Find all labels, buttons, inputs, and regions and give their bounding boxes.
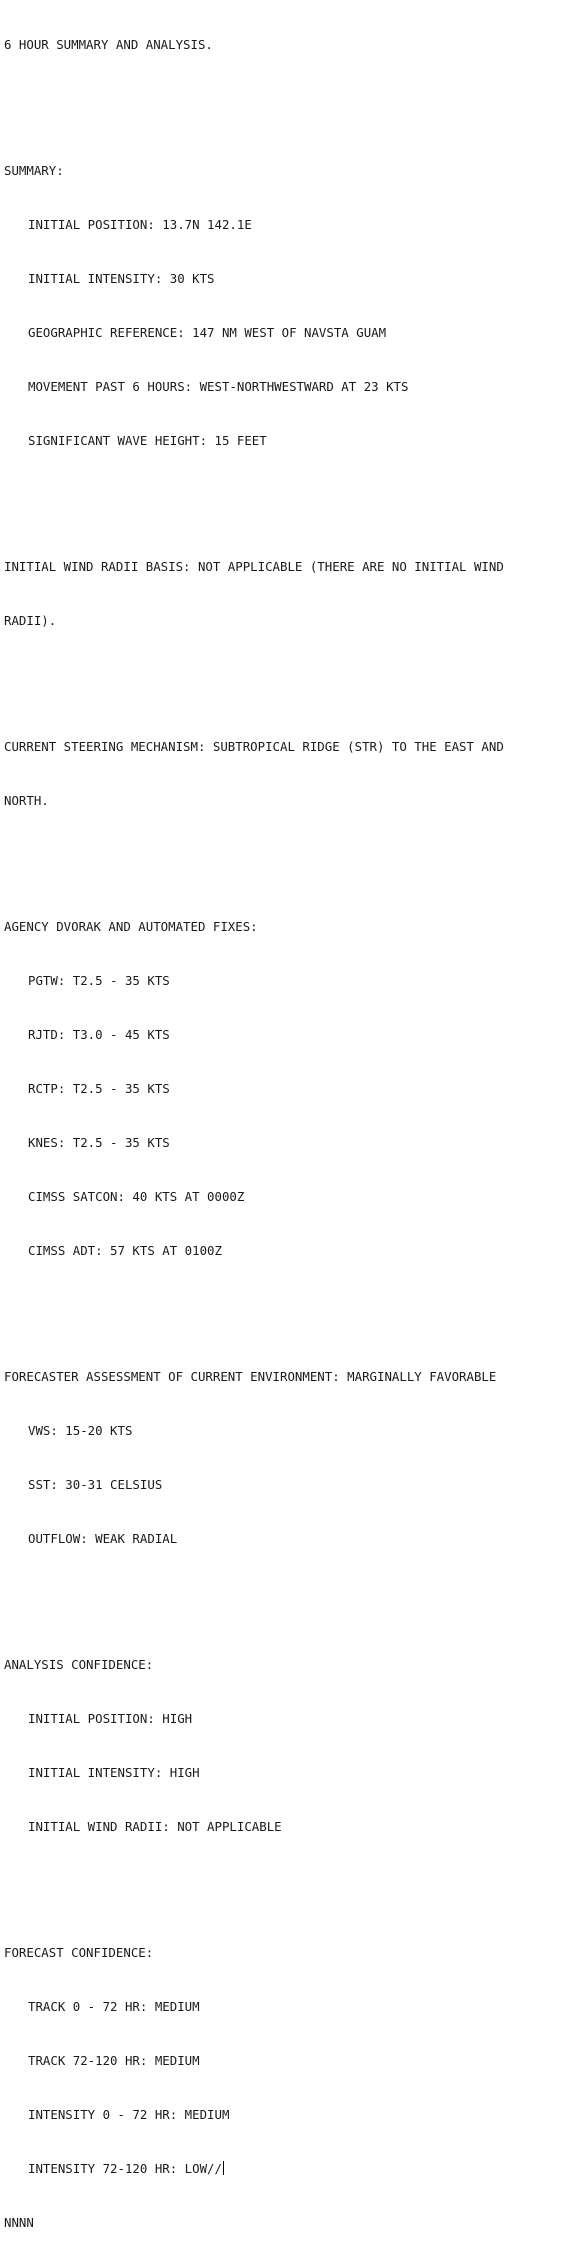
blank-line [4,846,576,864]
blank-line [4,90,576,108]
summary-geographic-reference: GEOGRAPHIC REFERENCE: 147 NM WEST OF NAVSTA GUAM [28,325,387,340]
fix-rctp: RCTP: T2.5 - 35 KTS [28,1081,170,1096]
steering-line-2: NORTH. [4,793,49,808]
end-marker: NNNN [4,2215,34,2230]
forecast-confidence-intensity-0-72: INTENSITY 0 - 72 HR: MEDIUM [28,2107,230,2122]
wind-radii-line-2: RADII). [4,613,57,628]
steering-line-1: CURRENT STEERING MECHANISM: SUBTROPICAL RIDGE (STR) TO THE EAST AND [4,739,504,754]
forecast-confidence-intensity-72-120: INTENSITY 72-120 HR: LOW// [28,2161,222,2176]
text-cursor [223,2161,224,2175]
analysis-confidence-wind-radii: INITIAL WIND RADII: NOT APPLICABLE [28,1819,282,1834]
wind-radii-line-1: INITIAL WIND RADII BASIS: NOT APPLICABLE (THERE ARE NO INITIAL WIND [4,559,504,574]
blank-line [4,486,576,504]
blank-line [4,1584,576,1602]
summary-initial-position: INITIAL POSITION: 13.7N 142.1E [28,217,252,232]
forecast-confidence-intensity-72-120-line [4,2160,576,2178]
analysis-confidence-intensity: INITIAL INTENSITY: HIGH [28,1765,200,1780]
fix-cimss-satcon: CIMSS SATCON: 40 KTS AT 0000Z [28,1189,245,1204]
environment-vws: VWS: 15-20 KTS [28,1423,133,1438]
summary-wave-height: SIGNIFICANT WAVE HEIGHT: 15 FEET [28,433,267,448]
fixes-heading: AGENCY DVORAK AND AUTOMATED FIXES: [4,919,258,934]
blank-line [4,1872,576,1890]
fix-knes: KNES: T2.5 - 35 KTS [28,1135,170,1150]
environment-sst: SST: 30-31 CELSIUS [28,1477,163,1492]
fix-cimss-adt: CIMSS ADT: 57 KTS AT 0100Z [28,1243,222,1258]
analysis-confidence-position: INITIAL POSITION: HIGH [28,1711,193,1726]
summary-initial-intensity: INITIAL INTENSITY: 30 KTS [28,271,215,286]
forecast-confidence-track-0-72: TRACK 0 - 72 HR: MEDIUM [28,1999,200,2014]
environment-outflow: OUTFLOW: WEAK RADIAL [28,1531,178,1546]
bulletin-title: 6 HOUR SUMMARY AND ANALYSIS. [4,37,213,52]
fix-rjtd: RJTD: T3.0 - 45 KTS [28,1027,170,1042]
environment-heading: FORECASTER ASSESSMENT OF CURRENT ENVIRONMENT: MARGINALLY FAVORABLE [4,1369,497,1384]
bulletin-text[interactable] [4,0,576,2250]
analysis-confidence-heading: ANALYSIS CONFIDENCE: [4,1657,154,1672]
blank-line [4,666,576,684]
blank-line [4,1296,576,1314]
fix-pgtw: PGTW: T2.5 - 35 KTS [28,973,170,988]
forecast-confidence-track-72-120: TRACK 72-120 HR: MEDIUM [28,2053,200,2068]
forecast-confidence-heading: FORECAST CONFIDENCE: [4,1945,154,1960]
summary-heading: SUMMARY: [4,163,64,178]
summary-movement: MOVEMENT PAST 6 HOURS: WEST-NORTHWESTWARD AT 23 KTS [28,379,409,394]
